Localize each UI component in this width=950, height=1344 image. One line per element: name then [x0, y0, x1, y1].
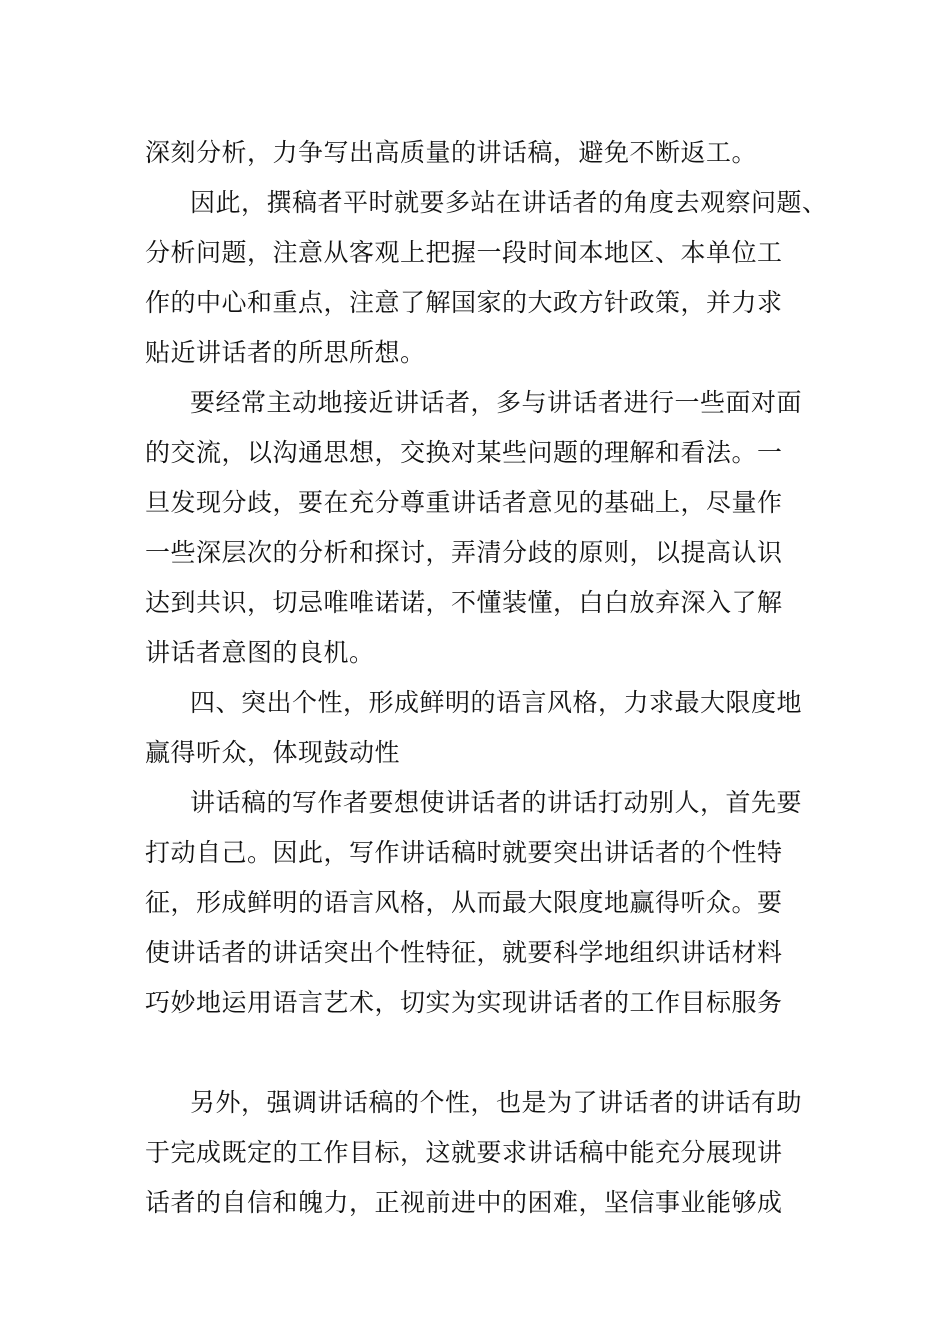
- paragraph-start-line: 另外，强调讲话稿的个性，也是为了讲话者的讲话有助: [190, 1088, 803, 1117]
- section-heading-line: 四、突出个性，形成鲜明的语言风格，力求最大限度地: [190, 688, 803, 717]
- document-body: [145, 128, 828, 1228]
- text-line: 打动自己。因此，写作讲话稿时就要突出讲话者的个性特: [145, 838, 783, 867]
- paragraph-start-line: 讲话稿的写作者要想使讲话者的讲话打动别人，首先要: [190, 788, 803, 817]
- text-line: 贴近讲话者的所思所想。: [145, 338, 426, 367]
- text-line: 达到共识，切忌唯唯诺诺，不懂装懂，白白放弃深入了解: [145, 588, 783, 617]
- text-line: 使讲话者的讲话突出个性特征，就要科学地组织讲话材料: [145, 938, 783, 967]
- text-line: 分析问题，注意从客观上把握一段时间本地区、本单位工: [145, 238, 783, 267]
- text-line: 的交流，以沟通思想，交换对某些问题的理解和看法。一: [145, 438, 783, 467]
- text-line: 于完成既定的工作目标，这就要求讲话稿中能充分展现讲: [145, 1138, 783, 1167]
- text-line: 旦发现分歧，要在充分尊重讲话者意见的基础上，尽量作: [145, 488, 783, 517]
- text-line: 话者的自信和魄力，正视前进中的困难，坚信事业能够成: [145, 1188, 783, 1217]
- text-line: 巧妙地运用语言艺术，切实为实现讲话者的工作目标服务: [145, 988, 783, 1017]
- paragraph-start-line: 因此，撰稿者平时就要多站在讲话者的角度去观察问题、: [190, 188, 828, 217]
- text-line: 征，形成鲜明的语言风格，从而最大限度地赢得听众。要: [145, 888, 783, 917]
- text-line: 一些深层次的分析和探讨，弄清分歧的原则，以提高认识: [145, 538, 783, 567]
- text-line: 作的中心和重点，注意了解国家的大政方针政策，并力求: [145, 288, 783, 317]
- section-heading-line: 赢得听众，体现鼓动性: [145, 738, 401, 767]
- text-line: 讲话者意图的良机。: [145, 638, 375, 667]
- paragraph-start-line: 要经常主动地接近讲话者，多与讲话者进行一些面对面: [190, 388, 803, 417]
- text-line: 深刻分析，力争写出高质量的讲话稿，避免不断返工。: [145, 138, 758, 167]
- blank-line: [145, 1028, 815, 1078]
